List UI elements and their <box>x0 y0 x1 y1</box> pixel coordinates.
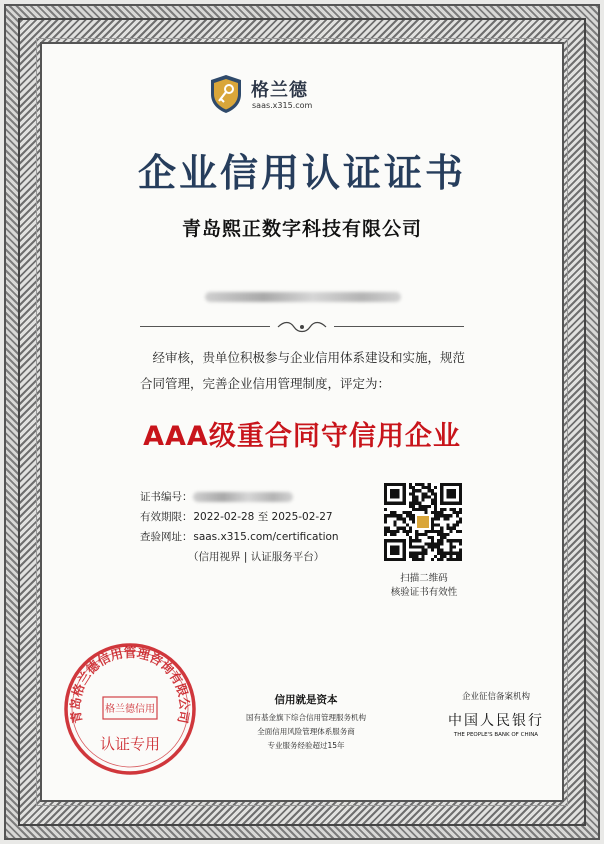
flourish-icon <box>276 321 328 333</box>
bank-filing-block <box>442 690 550 738</box>
slogan-line-3: 专业服务经验超过15年 <box>267 741 345 750</box>
validity-label: 有效期限： <box>140 511 193 523</box>
validity-row <box>140 507 339 527</box>
bank-name-cn: 中国人民银行 <box>448 713 544 729</box>
qr-caption-line-1: 扫描二维码 <box>400 573 448 584</box>
redacted-credit-code <box>205 287 401 306</box>
redacted-cert-number <box>193 492 293 502</box>
qr-caption <box>376 572 472 600</box>
validity-value: 2022-02-28 至 2025-02-27 <box>193 511 333 523</box>
logo-url: saas.x315.com <box>252 101 313 110</box>
issuer-logo <box>209 70 369 130</box>
official-seal <box>62 641 198 777</box>
ornamental-divider <box>140 321 464 333</box>
logo-name: 格兰德 <box>251 80 308 101</box>
credit-rating: AAA级重合同守信用企业 <box>143 421 461 452</box>
qr-caption-line-2: 核验证书有效性 <box>390 587 458 598</box>
seal-center-text: 格兰德信用 <box>105 704 155 715</box>
platform-name: （信用视界 | 认证服务平台） <box>188 551 325 563</box>
bank-filing-head: 企业征信备案机构 <box>461 692 530 702</box>
certificate-body: 经审核，贵单位积极参与企业信用体系建设和实施，规范合同管理，完善企业信用管理制度，评定为： <box>140 350 466 391</box>
slogan-line-2: 全面信用风险管理体系服务商 <box>257 727 355 736</box>
verify-url-value[interactable]: saas.x315.com/certification <box>193 531 339 543</box>
cert-number-label: 证书编号： <box>140 491 193 503</box>
certificate-title: 企业信用认证证书 <box>137 150 466 195</box>
verify-url-row <box>140 527 339 547</box>
seal-bottom-text: 认证专用 <box>99 735 161 753</box>
slogan-head: 信用就是资本 <box>274 694 338 706</box>
verify-url-label: 查验网址： <box>140 531 193 543</box>
company-name: 青岛熙正数字科技有限公司 <box>181 218 422 240</box>
seal-ring-text: 青岛格兰德信用管理咨询有限公司 <box>67 645 193 725</box>
slogan-line-1: 国有基金旗下综合信用管理服务机构 <box>246 713 366 722</box>
qr-code[interactable] <box>384 483 462 561</box>
certificate-info <box>140 487 339 567</box>
bank-name-en: THE PEOPLE'S BANK OF CHINA <box>453 732 539 738</box>
cert-number-row <box>140 487 339 507</box>
shield-key-icon <box>209 74 243 114</box>
issuer-slogan <box>226 692 386 753</box>
